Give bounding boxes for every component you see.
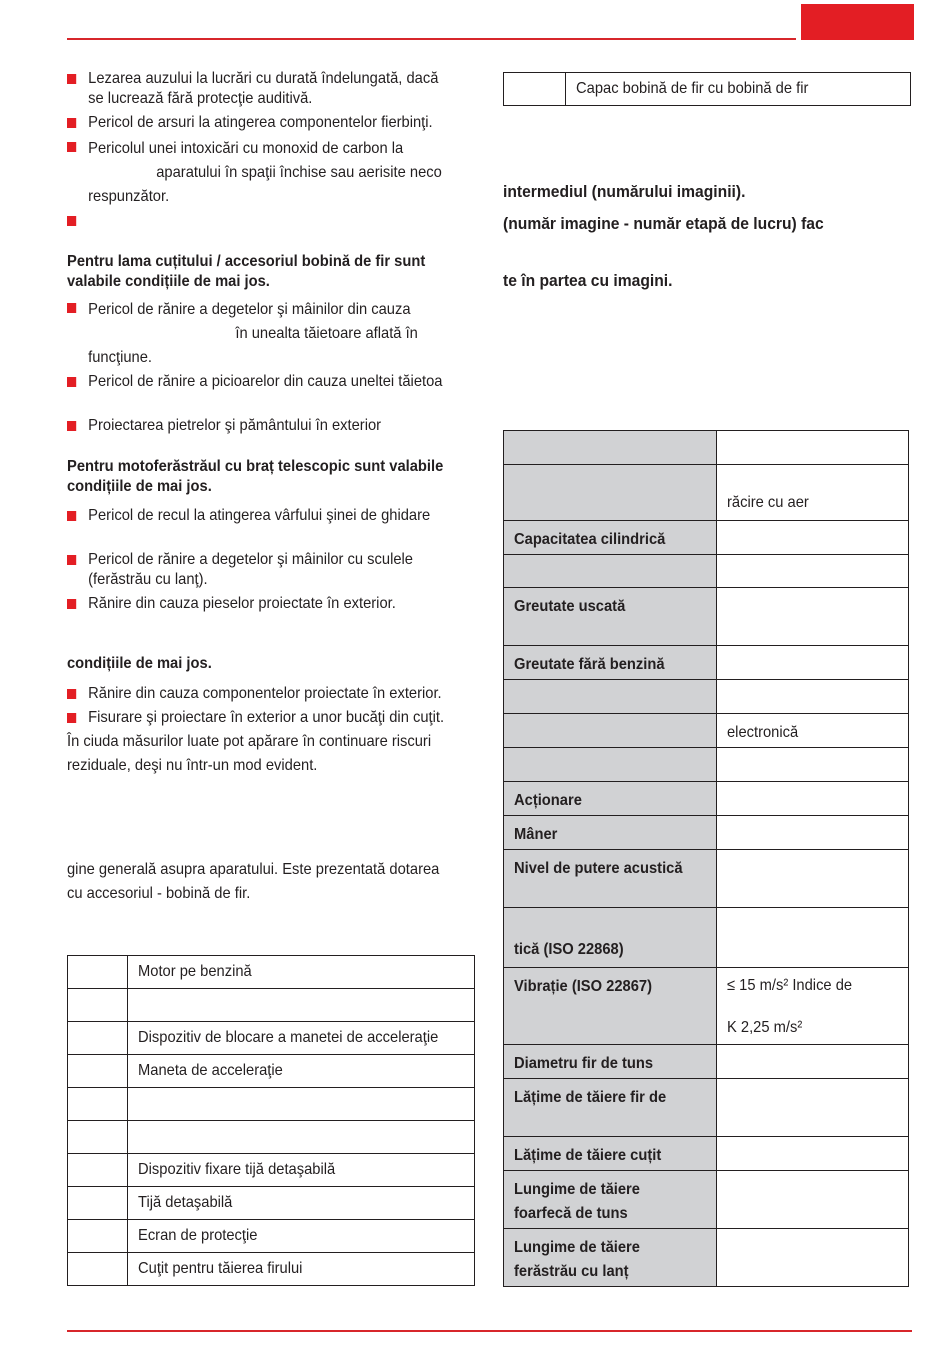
spec-value: ≤ 15 m/s² Indice de K 2,25 m/s² bbox=[717, 968, 909, 1045]
list-item: Pericol de rănire a degetelor şi mâinilor din cauza în unealta tăietoare aflată în funcţiune. bbox=[67, 298, 472, 370]
spec-label: tică (ISO 22868) bbox=[504, 908, 717, 968]
spec-value bbox=[717, 521, 909, 555]
spec-label: Nivel de putere acustică bbox=[504, 850, 717, 908]
spec-value bbox=[717, 816, 909, 850]
list-item: Pericol de recul la atingerea vârfului şinei de ghidare bbox=[67, 506, 472, 526]
table-row bbox=[504, 680, 909, 714]
part-number bbox=[68, 1253, 128, 1286]
part-name: Motor pe benzină bbox=[127, 956, 474, 989]
spec-label: Lățime de tăiere cuțit bbox=[504, 1137, 717, 1171]
table-row bbox=[504, 1045, 909, 1079]
hazards-list-4 bbox=[67, 684, 507, 728]
header-tab bbox=[801, 4, 914, 40]
spec-value bbox=[717, 680, 909, 714]
part-name: Maneta de acceleraţie bbox=[127, 1055, 474, 1088]
part-name: Cuţit pentru tăierea firului bbox=[127, 1253, 474, 1286]
spec-value bbox=[717, 1137, 909, 1171]
hazards-list-3 bbox=[67, 506, 507, 614]
table-row bbox=[68, 956, 475, 989]
table-row bbox=[68, 1088, 475, 1121]
table-row bbox=[504, 816, 909, 850]
spec-value bbox=[717, 646, 909, 680]
table-row bbox=[504, 850, 909, 908]
spec-value bbox=[717, 1045, 909, 1079]
residual-risks-text: În ciuda măsurilor luate pot apărare în continuare riscuri reziduale, deşi nu într-un mod evident. bbox=[67, 733, 432, 774]
spec-value bbox=[717, 431, 909, 465]
table-row bbox=[504, 1079, 909, 1137]
spec-label bbox=[504, 680, 717, 714]
instruction-line-2: (număr imagine - număr etapă de lucru) fac bbox=[503, 214, 824, 233]
table-row bbox=[504, 555, 909, 588]
part-name: Tijă detaşabilă bbox=[127, 1187, 474, 1220]
spec-label: Lățime de tăiere fir de bbox=[504, 1079, 717, 1137]
part-number bbox=[68, 1022, 128, 1055]
part-number bbox=[68, 1154, 128, 1187]
part-number bbox=[68, 1220, 128, 1253]
table-row bbox=[504, 73, 911, 106]
list-item: Pericol de arsuri la atingerea componentelor fierbinţi. bbox=[67, 113, 472, 133]
list-item: Rănire din cauza componentelor proiectate în exterior. bbox=[67, 684, 472, 704]
spec-label bbox=[504, 431, 717, 465]
spec-value bbox=[717, 1079, 909, 1137]
parts-table bbox=[67, 955, 475, 1286]
part-number bbox=[68, 1187, 128, 1220]
instruction-line-3: te în partea cu imagini. bbox=[503, 271, 673, 290]
part-number bbox=[68, 1055, 128, 1088]
spec-value bbox=[717, 1229, 909, 1287]
heading-conditions: condițiile de mai jos. bbox=[67, 655, 212, 672]
technical-data-table bbox=[503, 430, 909, 1287]
spec-label bbox=[504, 555, 717, 588]
table-row bbox=[504, 1171, 909, 1229]
list-item: Lezarea auzului la lucrări cu durată îndelungată, dacă se lucrează fără protecţie auditivă. bbox=[67, 69, 472, 109]
spec-label: Lungime de tăiere ferăstrău cu lanț bbox=[504, 1229, 717, 1287]
part-name bbox=[127, 1121, 474, 1154]
table-row bbox=[504, 588, 909, 646]
spec-label: Greutate fără benzină bbox=[504, 646, 717, 680]
table-row bbox=[68, 1220, 475, 1253]
part-name bbox=[127, 1088, 474, 1121]
table-row bbox=[504, 646, 909, 680]
part-name bbox=[127, 989, 474, 1022]
spec-label: Greutate uscată bbox=[504, 588, 717, 646]
part-name: Dispozitiv fixare tijă detaşabilă bbox=[127, 1154, 474, 1187]
spec-value: răcire cu aer bbox=[717, 465, 909, 521]
table-row bbox=[68, 1187, 475, 1220]
spec-label: Diametru fir de tuns bbox=[504, 1045, 717, 1079]
spec-label bbox=[504, 714, 717, 748]
list-item: Pericol de rănire a picioarelor din cauza uneltei tăietoa bbox=[67, 372, 472, 392]
spec-label bbox=[504, 748, 717, 782]
table-row bbox=[504, 714, 909, 748]
spec-value bbox=[717, 850, 909, 908]
table-row bbox=[504, 1229, 909, 1287]
table-row bbox=[68, 1055, 475, 1088]
heading-saw: Pentru motoferăstrăul cu braț telescopic sunt valabile condițiile de mai jos. bbox=[67, 458, 444, 495]
table-row bbox=[68, 1121, 475, 1154]
list-item: Proiectarea pietrelor şi pământului în exterior bbox=[67, 416, 472, 436]
list-item: Pericol de rănire a degetelor şi mâinilor cu sculele (ferăstrău cu lanţ). bbox=[67, 550, 472, 590]
spec-label: Mâner bbox=[504, 816, 717, 850]
part-name: Ecran de protecţie bbox=[127, 1220, 474, 1253]
table-row bbox=[68, 1253, 475, 1286]
table-row bbox=[68, 1154, 475, 1187]
table-row bbox=[504, 748, 909, 782]
spec-value bbox=[717, 555, 909, 588]
table-row bbox=[504, 521, 909, 555]
footer-rule bbox=[67, 1330, 912, 1332]
spec-value: electronică bbox=[717, 714, 909, 748]
table-row bbox=[504, 968, 909, 1045]
table-row bbox=[504, 1137, 909, 1171]
table-row bbox=[504, 431, 909, 465]
list-item: Rănire din cauza pieselor proiectate în exterior. bbox=[67, 594, 472, 614]
spec-value bbox=[717, 588, 909, 646]
hazards-list-2 bbox=[67, 298, 507, 436]
table-row bbox=[68, 989, 475, 1022]
part-number bbox=[68, 989, 128, 1022]
table-row bbox=[504, 782, 909, 816]
part-number bbox=[504, 73, 566, 106]
part-number bbox=[68, 956, 128, 989]
spec-value bbox=[717, 748, 909, 782]
spec-label: Lungime de tăiere foarfecă de tuns bbox=[504, 1171, 717, 1229]
list-item bbox=[67, 211, 472, 231]
header-rule bbox=[67, 38, 796, 40]
part-name: Dispozitiv de blocare a manetei de acceleraţie bbox=[127, 1022, 474, 1055]
hazards-list-1 bbox=[67, 69, 507, 231]
spec-label: Acționare bbox=[504, 782, 717, 816]
spec-value bbox=[717, 908, 909, 968]
spec-label bbox=[504, 465, 717, 521]
parts-table-continued bbox=[503, 72, 911, 106]
spec-label: Capacitatea cilindrică bbox=[504, 521, 717, 555]
table-row bbox=[504, 465, 909, 521]
list-item: Fisurare şi proiectare în exterior a unor bucăţi din cuţit. bbox=[67, 708, 472, 728]
list-item: Pericolul unei intoxicări cu monoxid de carbon la aparatului în spaţii închise sau aerisite neco respunzător. bbox=[67, 137, 472, 209]
part-number bbox=[68, 1121, 128, 1154]
instruction-line-1: intermediul (numărului imaginii). bbox=[503, 182, 746, 201]
table-row bbox=[504, 908, 909, 968]
heading-blade: Pentru lama cuțitului / accesoriul bobină de fir sunt valabile condițiile de mai jos. bbox=[67, 253, 426, 290]
spec-value bbox=[717, 1171, 909, 1229]
spec-value bbox=[717, 782, 909, 816]
overview-text: gine generală asupra aparatului. Este prezentată dotarea cu accesoriul - bobină de fir. bbox=[67, 861, 440, 902]
part-name: Capac bobină de fir cu bobină de fir bbox=[566, 73, 911, 106]
spec-label: Vibrație (ISO 22867) bbox=[504, 968, 717, 1045]
table-row bbox=[68, 1022, 475, 1055]
part-number bbox=[68, 1088, 128, 1121]
